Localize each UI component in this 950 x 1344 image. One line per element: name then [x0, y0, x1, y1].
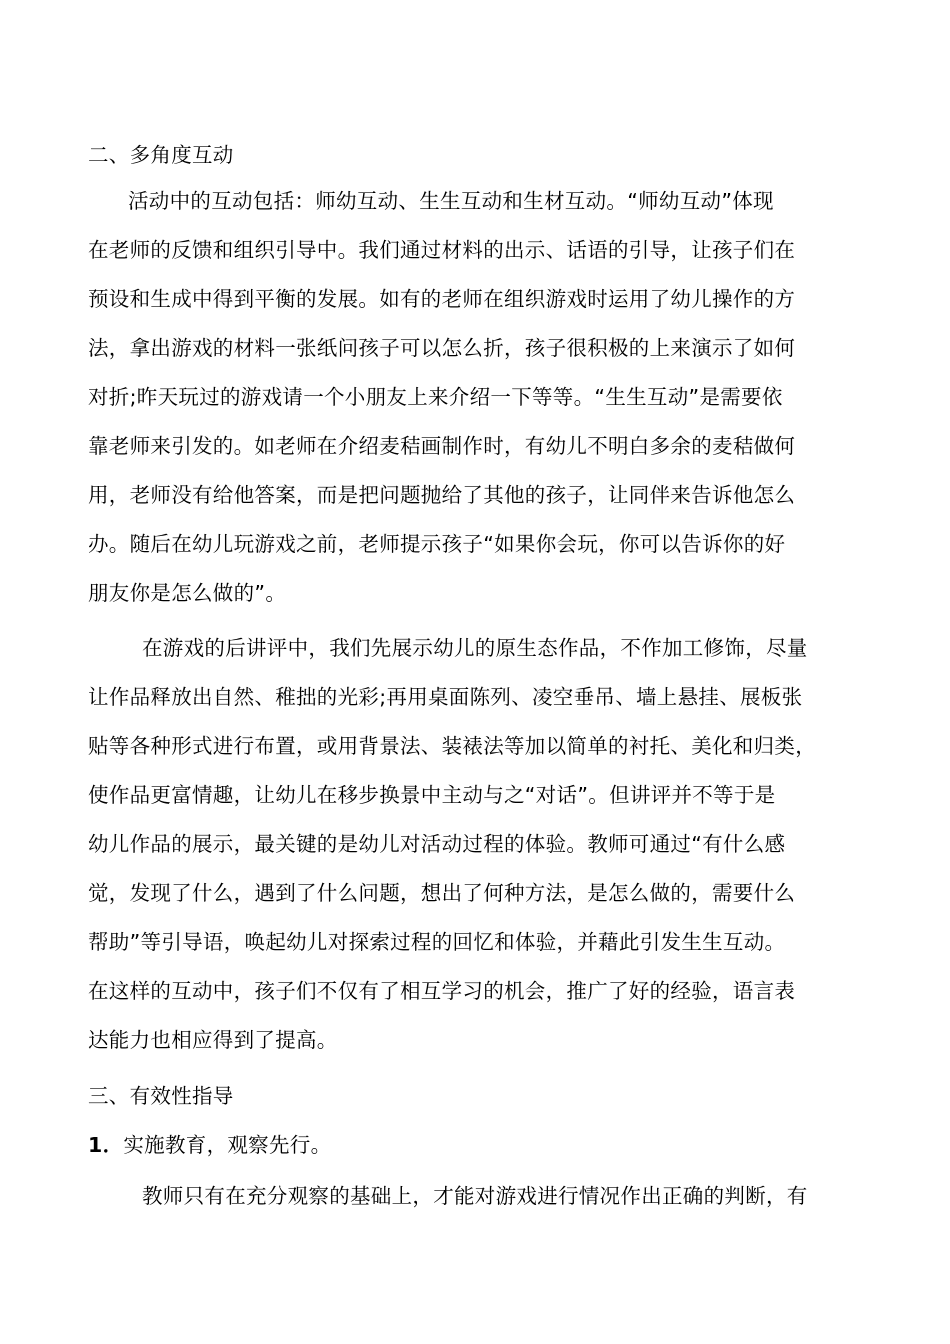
subsection-title: 实施教育，观察先行。 [123, 1133, 332, 1157]
paragraph-line: 帮助”等引导语，唤起幼儿对探索过程的回忆和体验，并藉此引发生生互动。 [88, 930, 786, 954]
paragraph-line: 教师只有在充分观察的基础上，才能对游戏进行情况作出正确的判断，有 [142, 1184, 808, 1208]
paragraph-line: 觉，发现了什么，遇到了什么问题，想出了何种方法，是怎么做的，需要什么 [88, 881, 796, 905]
paragraph-line: 朋友你是怎么做的”。 [88, 581, 287, 605]
paragraph-line: 用，老师没有给他答案，而是把问题抛给了其他的孩子，让同伴来告诉他怎么 [88, 483, 796, 507]
paragraph-line: 对折;昨天玩过的游戏请一个小朋友上来介绍一下等等。“生生互动”是需要依 [88, 385, 783, 409]
subsection-heading [88, 1131, 331, 1159]
paragraph-line: 办。随后在幼儿玩游戏之前，老师提示孩子“如果你会玩，你可以告诉你的好 [88, 532, 786, 556]
paragraph-line: 在老师的反馈和组织引导中。我们通过材料的出示、话语的引导，让孩子们在 [88, 238, 796, 262]
section-heading-2: 二、多角度互动 [88, 143, 234, 167]
paragraph-line: 贴等各种形式进行布置，或用背景法、装裱法等加以简单的衬托、美化和归类， [88, 734, 816, 758]
paragraph-line: 幼儿作品的展示，最关键的是幼儿对活动过程的体验。教师可通过“有什么感 [88, 832, 786, 856]
section-heading-3: 三、有效性指导 [88, 1084, 234, 1108]
paragraph-line: 在这样的互动中，孩子们不仅有了相互学习的机会，推广了好的经验，语言表 [88, 979, 796, 1003]
paragraph-line: 让作品释放出自然、稚拙的光彩;再用桌面陈列、凌空垂吊、墙上悬挂、展板张 [88, 685, 803, 709]
paragraph-line: 达能力也相应得到了提高。 [88, 1028, 338, 1052]
paragraph-line: 法，拿出游戏的材料一张纸问孩子可以怎么折，孩子很积极的上来演示了如何 [88, 336, 796, 360]
paragraph-line: 活动中的互动包括：师幼互动、生生互动和生材互动。“师幼互动”体现 [128, 189, 774, 213]
paragraph-line: 在游戏的后讲评中，我们先展示幼儿的原生态作品，不作加工修饰，尽量 [142, 636, 808, 660]
subsection-number: 1． [88, 1133, 124, 1157]
paragraph-line: 靠老师来引发的。如老师在介绍麦秸画制作时，有幼儿不明白多余的麦秸做何 [88, 434, 796, 458]
paragraph-line: 预设和生成中得到平衡的发展。如有的老师在组织游戏时运用了幼儿操作的方 [88, 287, 796, 311]
paragraph-line: 使作品更富情趣，让幼儿在移步换景中主动与之“对话”。但讲评并不等于是 [88, 783, 776, 807]
